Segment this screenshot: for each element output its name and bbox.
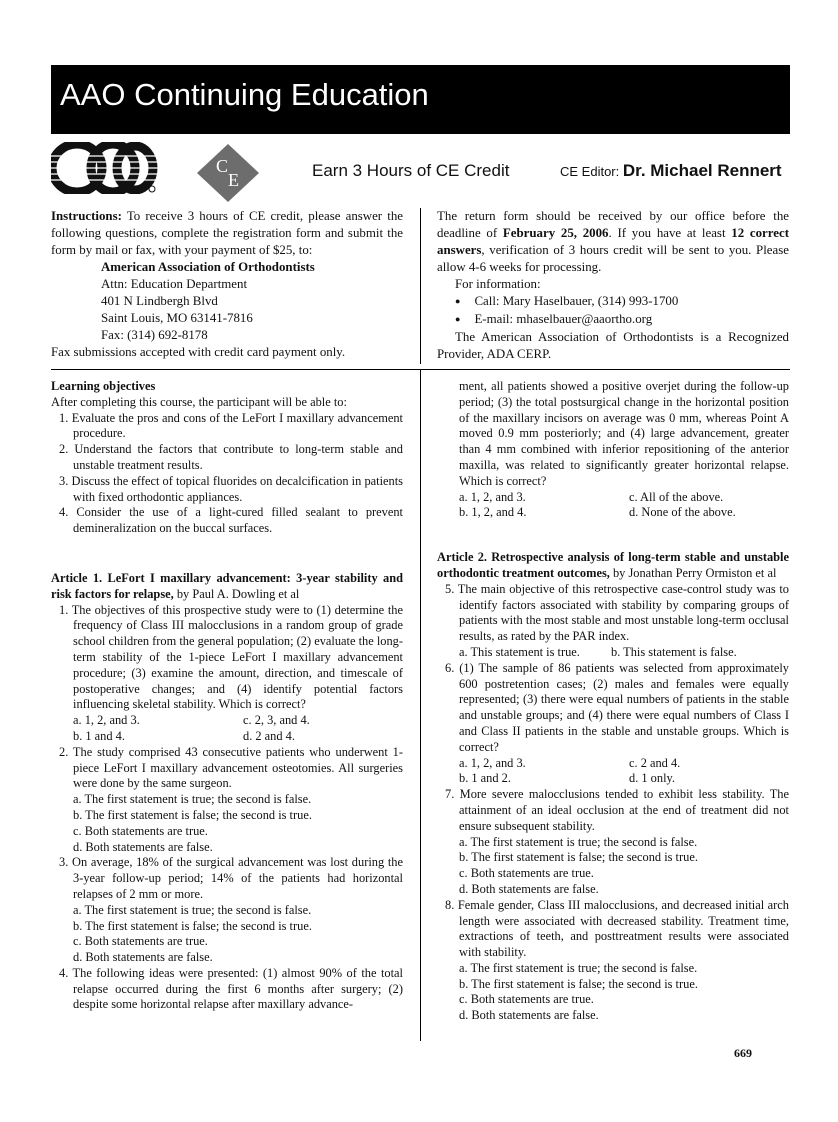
aao-logo-icon xyxy=(51,142,161,194)
instructions-text: To receive 3 hours of CE credit, please answer the following questions, complete the registration form and submit the form by mail or fax, with your payment of $25, to: xyxy=(51,209,403,257)
article1-authors: by Paul A. Dowling et al xyxy=(173,586,300,601)
q8-option-a: a. The first statement is true; the second is false. xyxy=(459,960,698,975)
objectives-title: Learning objectives xyxy=(51,379,156,393)
q1-options xyxy=(51,713,403,745)
q7-option-a: a. The first statement is true; the second is false. xyxy=(459,834,698,849)
question-1: 1. The objectives of this prospective study were to (1) determine the frequency of Class III malocclusions in a random group of grade school children from the general population; (2) evaluate the long-term stability of the 1-piece LeFort I maxillary advancement procedure; (3) examine the amount, direction, and timescale of postoperative changes; and (4) identify potential factors influencing skeletal stability. Which is correct? xyxy=(59,602,403,712)
deadline: February 25, 2006 xyxy=(502,226,609,240)
return-text-a: The return form should be received by our office before the deadline of xyxy=(437,209,789,240)
q2-option-c: c. Both statements are true. xyxy=(73,823,208,838)
q2-option-d: d. Both statements are false. xyxy=(73,839,213,854)
ce-logo-c: C xyxy=(216,156,229,176)
q3-option-d: d. Both statements are false. xyxy=(73,950,213,965)
return-info xyxy=(437,208,789,363)
return-text-b: . If you have at least xyxy=(608,226,726,240)
q4-option-b: b. 1, 2, and 4. xyxy=(459,505,527,520)
min-correct: 12 correct answers xyxy=(437,226,789,257)
q4-options xyxy=(437,490,789,522)
q6-option-b: b. 1 and 2. xyxy=(459,771,511,786)
q2-option-a: a. The first statement is true; the second is false. xyxy=(73,792,312,807)
header-divider xyxy=(420,208,421,364)
ce-logo-icon xyxy=(195,142,261,204)
editor-label: CE Editor: xyxy=(560,164,620,179)
org-name: American Association of Orthodontists xyxy=(101,260,315,274)
call-text: Call: Mary Haselbauer, (314) 993-1700 xyxy=(474,294,679,308)
q5-option-b: b. This statement is false. xyxy=(611,644,737,659)
article1-title: Article 1. LeFort I maxillary advancement: 3-year stability and risk factors for relapse, xyxy=(51,570,403,601)
article2-authors: by Jonathan Perry Ormiston et al xyxy=(609,565,777,580)
q5-option-a: a. This statement is true. xyxy=(459,644,580,659)
objective-item: 3. Discuss the effect of topical fluorides on decalcification in patients with fixed orthodontic appliances. xyxy=(59,473,403,504)
page-number: 669 xyxy=(734,1046,752,1060)
q1-option-a: a. 1, 2, and 3. xyxy=(73,713,140,728)
q1-option-d: d. 2 and 4. xyxy=(243,728,295,743)
objective-item: 2. Understand the factors that contribute to long-term stable and unstable treatment results. xyxy=(59,442,403,472)
question-8: 8. Female gender, Class III malocclusions, and decreased initial arch length were associated with decreased stability. Treatment time, extractions of teeth, and posttreatment results were associated with stability. xyxy=(445,897,789,960)
q4-option-d: d. None of the above. xyxy=(629,505,736,520)
banner-title: AAO Continuing Education xyxy=(60,77,429,112)
q6-options xyxy=(437,756,789,788)
q6-option-c: c. 2 and 4. xyxy=(629,755,681,770)
q3-option-a: a. The first statement is true; the second is false. xyxy=(73,902,312,917)
question-7: 7. More severe malocclusions tended to exhibit less stability. The attainment of an ideal occlusion at the end of treatment did not ensure subsequent stability. xyxy=(445,787,789,833)
credit-text: Earn 3 Hours of CE Credit xyxy=(312,161,510,180)
question-4-part1: 4. The following ideas were presented: (1) almost 90% of the total relapse occurred during the first 6 months after surgery; (2) despite some horizontal relapse after maxillary advance- xyxy=(59,965,403,1012)
q5-options xyxy=(437,645,789,661)
right-column xyxy=(437,379,789,1024)
fax-line: Fax: (314) 692-8178 xyxy=(101,328,208,342)
q7-option-b: b. The first statement is false; the second is true. xyxy=(459,850,698,865)
column-divider xyxy=(420,369,421,1041)
q1-option-c: c. 2, 3, and 4. xyxy=(243,713,310,728)
question-2: 2. The study comprised 43 consecutive patients who underwent 1-piece LeFort I maxillary advancement osteotomies. All surgeries were done by the same surgeon. xyxy=(59,744,403,791)
q2-option-b: b. The first statement is false; the second is true. xyxy=(73,807,312,822)
article2-title: Article 2. Retrospective analysis of long-term stable and unstable orthodontic treatment outcomes, xyxy=(437,550,789,580)
q7-option-c: c. Both statements are true. xyxy=(459,866,594,881)
q7-option-d: d. Both statements are false. xyxy=(459,881,599,896)
objective-item: 1. Evaluate the pros and cons of the LeFort I maxillary advancement procedure. xyxy=(59,410,403,441)
return-text-c: , verification of 3 hours credit will be sent to you. Please allow 4-6 weeks for processing. xyxy=(437,243,789,274)
ce-editor xyxy=(560,161,782,181)
q8-option-d: d. Both statements are false. xyxy=(459,1008,599,1023)
q8-option-b: b. The first statement is false; the second is true. xyxy=(459,976,698,991)
left-column xyxy=(51,379,403,1013)
question-4-part2: ment, all patients showed a positive overjet during the follow-up period; (3) the total postsurgical change in the horizontal position of the maxillary incisors on average was 0 mm, whereas Point A moved 0.9 mm posteriorly; and (4) large advancement, greater than 4 mm combined with inferior repositioning of the anterior maxilla, was related to significantly greater horizontal relapse. Which is correct? xyxy=(459,379,789,488)
objectives-intro: After completing this course, the participant will be able to: xyxy=(51,394,347,409)
q1-option-b: b. 1 and 4. xyxy=(73,728,125,743)
street-line: 401 N Lindbergh Blvd xyxy=(101,294,218,308)
q3-option-c: c. Both statements are true. xyxy=(73,934,208,949)
q3-option-b: b. The first statement is false; the second is true. xyxy=(73,918,312,933)
question-3: 3. On average, 18% of the surgical advancement was lost during the 3-year follow-up period; 14% of the patients had horizontal relapses of 2 mm or more. xyxy=(59,855,403,901)
q6-option-d: d. 1 only. xyxy=(629,771,676,786)
instructions xyxy=(51,208,403,361)
email-text: E-mail: mhaselbauer@aaortho.org xyxy=(474,312,653,326)
ce-logo-e: E xyxy=(228,170,239,190)
question-5: 5. The main objective of this retrospective case-control study was to identify factors associated with stability by comparing groups of patients with the most stable and most unstable long-term occlusal results, as rated by the PAR index. xyxy=(445,581,789,644)
call-line xyxy=(437,293,789,311)
question-6: 6. (1) The sample of 86 patients was selected from approximately 600 postretention cases; (2) males and females were equally represented; (3) there were equal numbers of patients in the stable and unstable groups; and (4) there were equal numbers of Class I and Class II patients in the stable and unstable groups. Which is correct? xyxy=(445,660,789,754)
provider-note: The American Association of Orthodontists is a Recognized Provider, ADA CERP. xyxy=(437,330,789,361)
banner xyxy=(51,65,790,134)
q6-option-a: a. 1, 2, and 3. xyxy=(459,755,526,770)
objective-item: 4. Consider the use of a light-cured filled sealant to prevent demineralization on the buccal surfaces. xyxy=(59,505,403,536)
q4-option-a: a. 1, 2, and 3. xyxy=(459,489,526,504)
city-line: Saint Louis, MO 63141-7816 xyxy=(101,311,253,325)
instructions-label: Instructions: xyxy=(51,209,122,223)
for-info: For information: xyxy=(455,277,541,291)
editor-name: Dr. Michael Rennert xyxy=(622,161,782,180)
q8-option-c: c. Both statements are true. xyxy=(459,992,594,1007)
email-line xyxy=(437,311,789,329)
attn-line: Attn: Education Department xyxy=(101,277,248,291)
fax-note: Fax submissions accepted with credit card payment only. xyxy=(51,345,346,359)
q4-option-c: c. All of the above. xyxy=(629,489,724,504)
